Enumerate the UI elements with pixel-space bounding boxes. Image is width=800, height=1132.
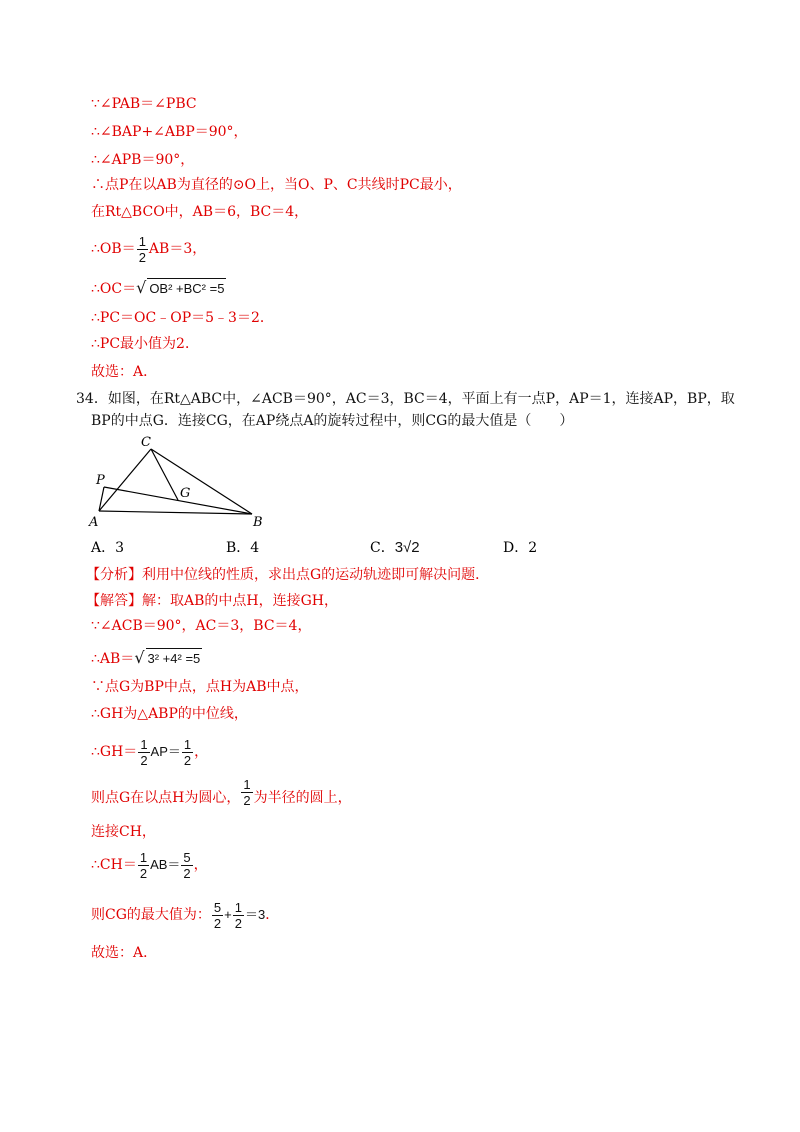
sol33-oc-prefix: ∴OC＝ [91, 281, 137, 297]
sol34-line-9: 连接CH， [91, 824, 156, 840]
fraction-five-halves: $\frac{5}{2}$ [213, 899, 222, 931]
q34-line-2: BP的中点G．连接CG，在AP绕点A的旋转过程中，则CG的最大值是（ ） [91, 413, 574, 429]
sol34-line-7: ∴GH＝ $\frac{1}{2}$ AP＝ $\frac{1}{2}$ ， [91, 736, 209, 768]
sol34-analysis: 【分析】利用中位线的性质，求出点G的运动轨迹即可解决问题． [86, 567, 490, 583]
fraction-one-half: $\frac{1}{2}$ [243, 776, 251, 808]
sol33-line-4: ∴点P在以AB为直径的⊙O上，当O、P、C共线时PC最小， [91, 177, 462, 193]
fraction-one-half: $\frac{1}{2}$ [140, 736, 148, 768]
fraction-one-half: $\frac{1}{2}$ [138, 233, 146, 265]
sol33-line-5: 在Rt△BCO中，AB＝6，BC＝4， [91, 204, 309, 220]
triangle-figure [85, 432, 285, 532]
option-d[interactable]: D．2 [503, 540, 538, 556]
sol33-line-8: ∴PC＝OC﹣OP＝5﹣3＝2． [91, 310, 274, 326]
fraction-one-half: $\frac{1}{2}$ [234, 899, 242, 931]
option-c[interactable]: C．3√2 [370, 539, 420, 556]
sol33-line-7 [91, 278, 226, 299]
fraction-five-halves: $\frac{5}{2}$ [183, 849, 191, 881]
q34-line-1: 34．如图，在Rt△ABC中，∠ACB＝90°，AC＝3，BC＝4，平面上有一点P，AP＝1，连接AP，BP，取 [76, 391, 735, 407]
sol33-ob-suffix: AB＝3， [148, 241, 207, 257]
sol33-ob-prefix: ∴OB＝ [91, 241, 136, 257]
sol34-line-3: ∵∠ACB＝90°，AC＝3，BC＝4， [91, 618, 312, 634]
sol34-ab-expr: 3² +4² =5 [146, 648, 203, 669]
sol33-oc-expr: OB² +BC² =5 [147, 278, 226, 299]
fraction-one-half: $\frac{1}{2}$ [139, 849, 148, 881]
option-b[interactable]: B．4 [226, 540, 260, 556]
sol33-line-1: ∵∠PAB＝∠PBC [91, 96, 197, 112]
sol33-line-2: ∴∠BAP+∠ABP＝90°， [91, 124, 248, 140]
sol33-line-6 [91, 232, 206, 266]
sol33-line-10: 故选：A． [91, 364, 158, 380]
option-a[interactable]: A．3 [91, 540, 125, 556]
sol34-line-4: ∴AB＝√ 3² +4² =5 [91, 648, 201, 667]
sol34-answer: 【解答】解：取AB的中点H，连接GH， [86, 593, 338, 609]
label-a: A [89, 515, 99, 530]
label-c: C [141, 435, 151, 450]
label-p: P [96, 473, 105, 488]
label-g: G [180, 486, 191, 501]
sol34-line-10: ∴CH＝ $\frac{1}{2}$ AB＝ $\frac{5}{2}$ ， [91, 849, 208, 881]
sol34-line-12: 故选：A． [91, 945, 158, 961]
sol33-line-9: ∴PC最小值为2． [91, 336, 199, 352]
sol34-line-11: 则CG的最大值为： $\frac{5}{2}$ + $\frac{1}{2}$ ＝3． [91, 899, 280, 931]
sol34-line-6: ∴GH为△ABP的中位线， [91, 706, 248, 722]
sqrt-icon: √ [136, 278, 147, 297]
sol34-line-5: ∵点G为BP中点，点H为AB中点， [91, 679, 309, 695]
label-b: B [253, 515, 263, 530]
sqrt-icon: √ [134, 648, 145, 667]
sol34-line-8: 则点G在以点H为圆心， $\frac{1}{2}$ 为半径的圆上， [91, 776, 352, 808]
fraction-one-half: $\frac{1}{2}$ [183, 736, 192, 768]
sol33-line-3: ∴∠APB＝90°， [91, 152, 195, 168]
